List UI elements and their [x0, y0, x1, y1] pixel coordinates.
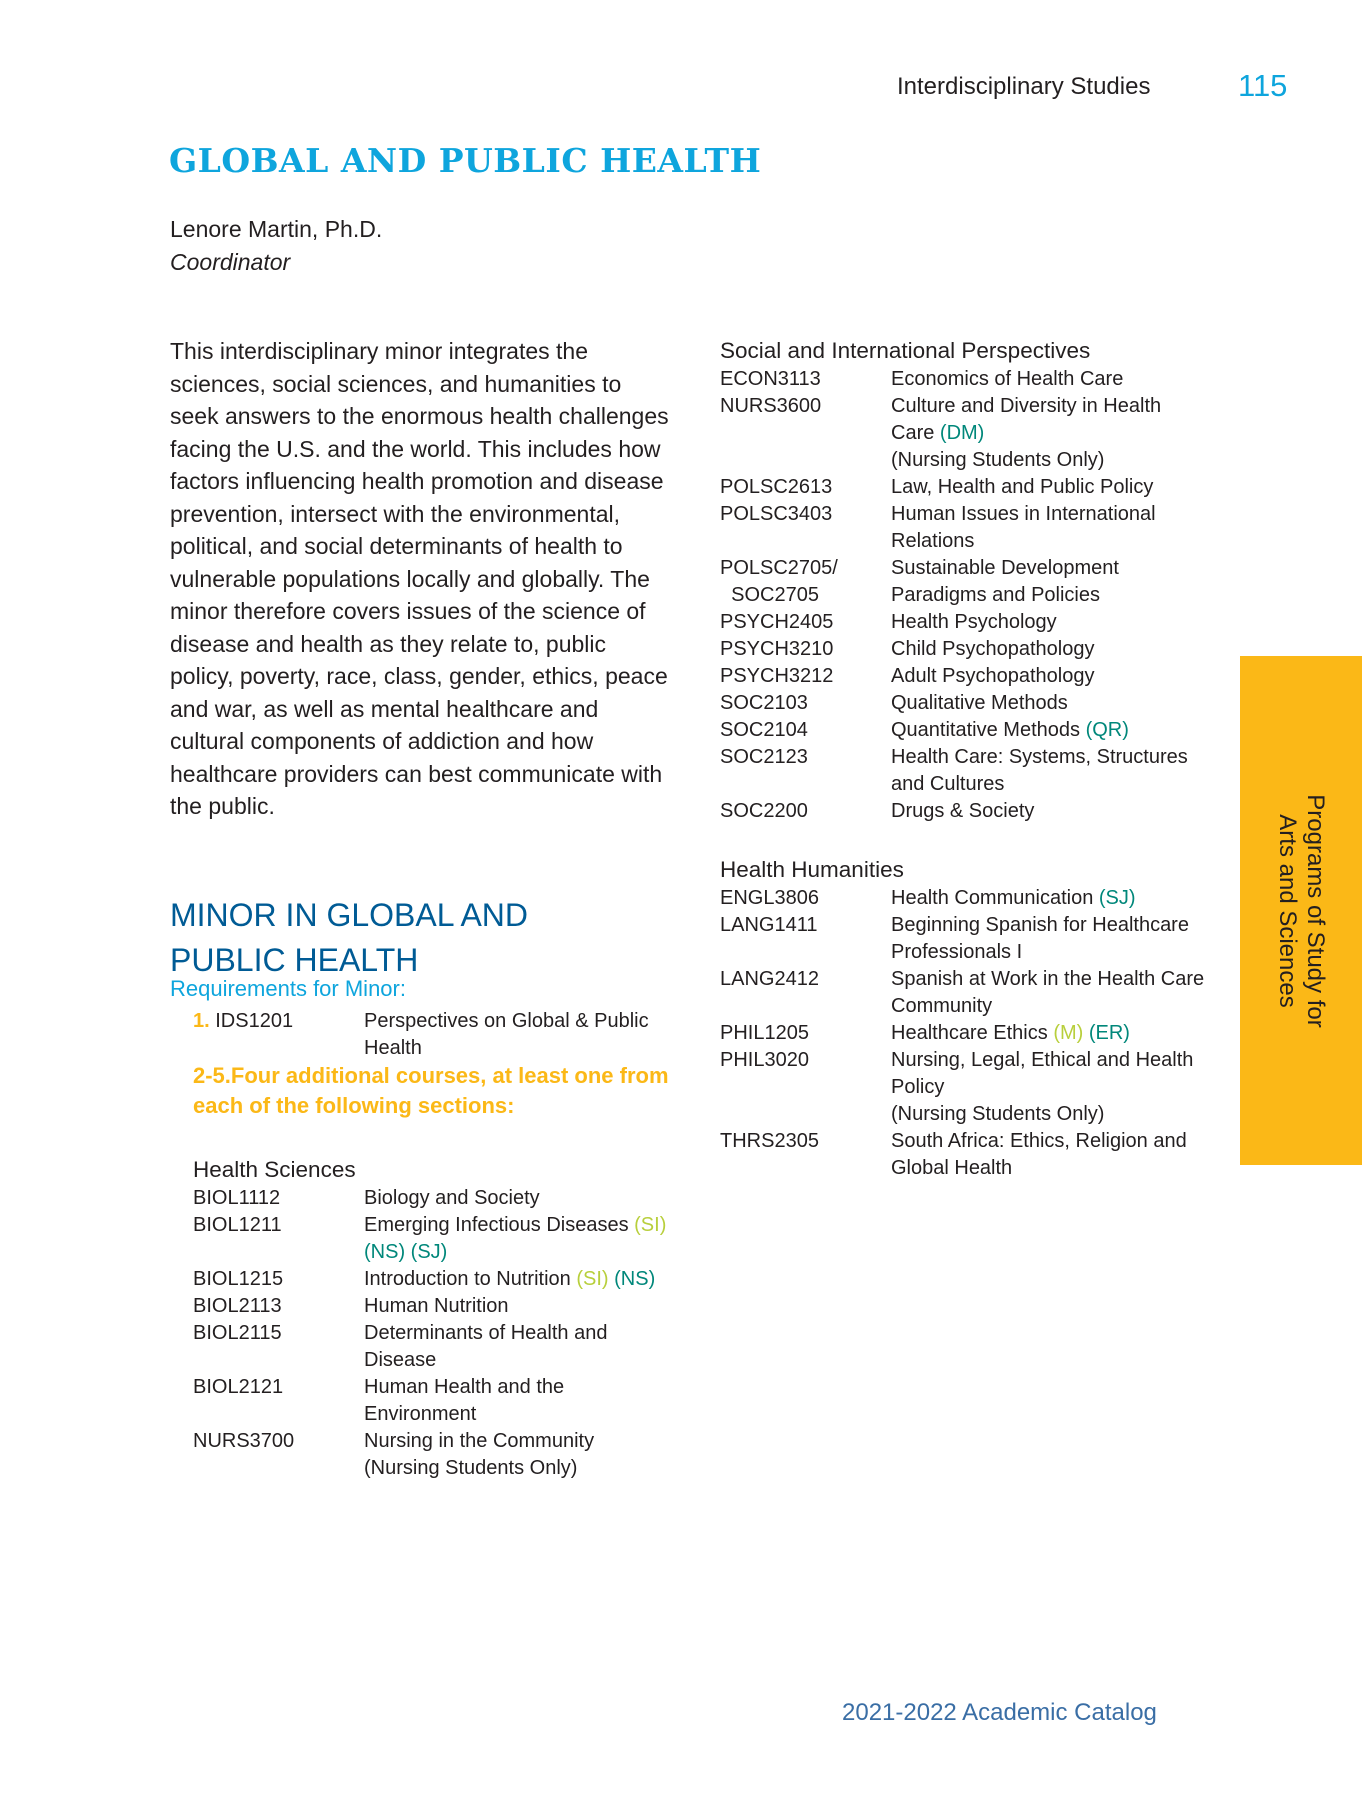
course-row	[193, 1212, 673, 1266]
course-desc	[891, 555, 1210, 609]
course-row	[720, 636, 1210, 663]
course-desc: Perspectives on Global & Public Health	[364, 1010, 649, 1059]
course-code: SOC2200	[720, 800, 808, 822]
requirement-1	[193, 1008, 673, 1062]
course-code: NURS3700	[193, 1430, 295, 1452]
course-note: (Nursing Students Only)	[891, 449, 1105, 471]
requirement-code	[193, 1008, 364, 1062]
course-code: IDS1201	[215, 1010, 294, 1032]
requirement-2-5: 2-5.Four additional courses, at least one from each of the following sections:	[193, 1063, 669, 1118]
course-title: Healthcare Ethics	[891, 1022, 1048, 1044]
course-row	[193, 1266, 673, 1293]
footer: 2021-2022 Academic Catalog	[842, 1699, 1157, 1726]
course-title: Economics of Health Care	[891, 368, 1124, 390]
section-social-international	[720, 338, 1210, 825]
course-code: ECON3113	[720, 368, 821, 390]
course-row	[720, 474, 1210, 501]
course-title: Health Communication	[891, 887, 1094, 909]
page-number: 115	[1238, 68, 1288, 103]
running-header: Interdisciplinary Studies	[897, 73, 1151, 100]
course-row	[193, 1374, 673, 1428]
course-desc	[891, 366, 1210, 393]
side-tab-line: Programs of Study for	[1302, 793, 1329, 1028]
course-row	[193, 1320, 673, 1374]
course-tag: (SJ)	[410, 1241, 448, 1263]
course-desc	[891, 798, 1210, 825]
course-row	[720, 798, 1210, 825]
course-row	[720, 912, 1210, 966]
course-title: Sustainable Development Paradigms and Policies	[891, 557, 1119, 606]
course-code: BIOL1215	[193, 1268, 284, 1290]
course-desc	[891, 1047, 1210, 1128]
course-code: BIOL2115	[193, 1322, 282, 1344]
course-title: Drugs & Society	[891, 800, 1035, 822]
course-title: South Africa: Ethics, Religion and Global Health	[891, 1130, 1187, 1179]
course-title: Child Psychopathology	[891, 638, 1095, 660]
course-row	[720, 966, 1210, 1020]
course-row	[720, 555, 1210, 609]
course-row	[720, 663, 1210, 690]
course-row	[193, 1185, 673, 1212]
requirement-number: 1.	[193, 1010, 210, 1032]
course-desc	[364, 1212, 673, 1266]
course-desc	[891, 636, 1210, 663]
course-desc	[891, 609, 1210, 636]
course-code: PSYCH3212	[720, 665, 834, 687]
course-row	[193, 1428, 673, 1482]
course-title: Health Psychology	[891, 611, 1057, 633]
course-code: LANG1411	[720, 914, 818, 936]
course-code: BIOL2121	[193, 1376, 284, 1398]
course-title: Human Nutrition	[364, 1295, 509, 1317]
course-row	[720, 690, 1210, 717]
course-desc	[364, 1266, 673, 1293]
course-code: BIOL1112	[193, 1187, 281, 1209]
section-health-sciences	[193, 1157, 673, 1482]
course-title: Emerging Infectious Diseases	[364, 1214, 629, 1236]
course-tag: (SI)	[576, 1268, 609, 1290]
course-code: NURS3600	[720, 395, 822, 417]
course-desc	[891, 1128, 1210, 1182]
course-code: SOC2123	[720, 746, 808, 768]
course-row	[720, 717, 1210, 744]
course-tag: (QR)	[1085, 719, 1129, 741]
course-note: (Nursing Students Only)	[891, 1103, 1105, 1125]
course-title: Human Health and the Environment	[364, 1376, 565, 1425]
course-desc	[364, 1293, 673, 1320]
course-title: Nursing in the Community (Nursing Students Only)	[364, 1430, 595, 1479]
course-desc	[891, 744, 1210, 798]
course-code: THRS2305	[720, 1130, 819, 1152]
course-desc	[364, 1374, 673, 1428]
course-code: SOC2103	[720, 692, 808, 714]
side-tab	[1240, 656, 1362, 1165]
course-title: Biology and Society	[364, 1187, 540, 1209]
intro-paragraph: This interdisciplinary minor integrates the sciences, social sciences, and humanities to seek answers to the enormous health challenges facing the U.S. and the world. This includes how factors influencing health promotion and disease prevention, intersect with the environmental, political, and social determinants of health to vulnerable populations locally and globally. The minor therefore covers issues of the science of disease and health as they relate to, public policy, poverty, race, class, gender, ethics, peace and war, as well as mental healthcare and cultural components of addiction and how healthcare providers can best communicate with the public.	[170, 338, 669, 819]
course-code: LANG2412	[720, 968, 819, 990]
course-row	[720, 366, 1210, 393]
course-tag: (SI)	[634, 1214, 667, 1236]
course-desc	[891, 474, 1210, 501]
course-desc	[891, 690, 1210, 717]
course-code: ENGL3806	[720, 887, 819, 909]
course-code: PSYCH3210	[720, 638, 834, 660]
course-row	[720, 885, 1210, 912]
requirements-label: Requirements for Minor:	[170, 976, 406, 1001]
course-title: Spanish at Work in the Health Care Community	[891, 968, 1205, 1017]
page-title: GLOBAL AND PUBLIC HEALTH	[169, 141, 762, 180]
course-desc	[891, 393, 1210, 474]
course-code: PSYCH2405	[720, 611, 834, 633]
course-title: Law, Health and Public Policy	[891, 476, 1154, 498]
course-title: Nursing, Legal, Ethical and Health Policy	[891, 1049, 1194, 1098]
course-desc	[891, 663, 1210, 690]
course-code: BIOL1211	[193, 1214, 282, 1236]
course-title: Human Issues in International Relations	[891, 503, 1156, 552]
course-code: BIOL2113	[193, 1295, 282, 1317]
section-heading: Health Humanities	[720, 857, 904, 882]
course-row	[720, 744, 1210, 798]
course-tag: (SJ)	[1098, 887, 1136, 909]
course-code: SOC2104	[720, 719, 808, 741]
course-row	[720, 1020, 1210, 1047]
course-title: Introduction to Nutrition	[364, 1268, 571, 1290]
course-row	[193, 1293, 673, 1320]
course-tag: (M)	[1053, 1022, 1084, 1044]
course-desc	[364, 1185, 673, 1212]
course-desc	[891, 912, 1210, 966]
course-code: PHIL3020	[720, 1049, 809, 1071]
course-desc	[364, 1320, 673, 1374]
course-desc	[891, 885, 1210, 912]
course-row	[720, 501, 1210, 555]
course-tag: (ER)	[1088, 1022, 1130, 1044]
course-title: Health Care: Systems, Structures and Cultures	[891, 746, 1188, 795]
section-heading: Social and International Perspectives	[720, 338, 1091, 363]
course-desc	[891, 966, 1210, 1020]
coordinator-name: Lenore Martin, Ph.D.	[170, 216, 383, 242]
course-row	[720, 1047, 1210, 1128]
course-code: POLSC2705/ SOC2705	[720, 557, 838, 606]
section-heading: Health Sciences	[193, 1157, 356, 1182]
course-title: Qualitative Methods	[891, 692, 1068, 714]
course-desc	[891, 717, 1210, 744]
course-desc	[891, 1020, 1210, 1047]
course-title: Beginning Spanish for Healthcare Professionals I	[891, 914, 1189, 963]
course-desc	[364, 1428, 673, 1482]
course-row	[720, 393, 1210, 474]
course-title: Culture and Diversity in Health Care	[891, 395, 1162, 444]
side-tab-line: Arts and Sciences	[1274, 813, 1301, 1008]
course-code: PHIL1205	[720, 1022, 809, 1044]
course-tag: (DM)	[939, 422, 985, 444]
minor-heading: MINOR IN GLOBAL AND PUBLIC HEALTH	[170, 897, 528, 978]
course-code: POLSC3403	[720, 503, 833, 525]
course-code: POLSC2613	[720, 476, 833, 498]
section-health-humanities	[720, 857, 1210, 1182]
course-title: Quantitative Methods	[891, 719, 1080, 741]
course-desc	[891, 501, 1210, 555]
course-row	[720, 609, 1210, 636]
course-row	[720, 1128, 1210, 1182]
course-tag: (NS)	[614, 1268, 656, 1290]
course-title: Determinants of Health and Disease	[364, 1322, 608, 1371]
course-tag: (NS)	[364, 1241, 406, 1263]
course-title: Adult Psychopathology	[891, 665, 1095, 687]
coordinator-role: Coordinator	[170, 249, 291, 275]
